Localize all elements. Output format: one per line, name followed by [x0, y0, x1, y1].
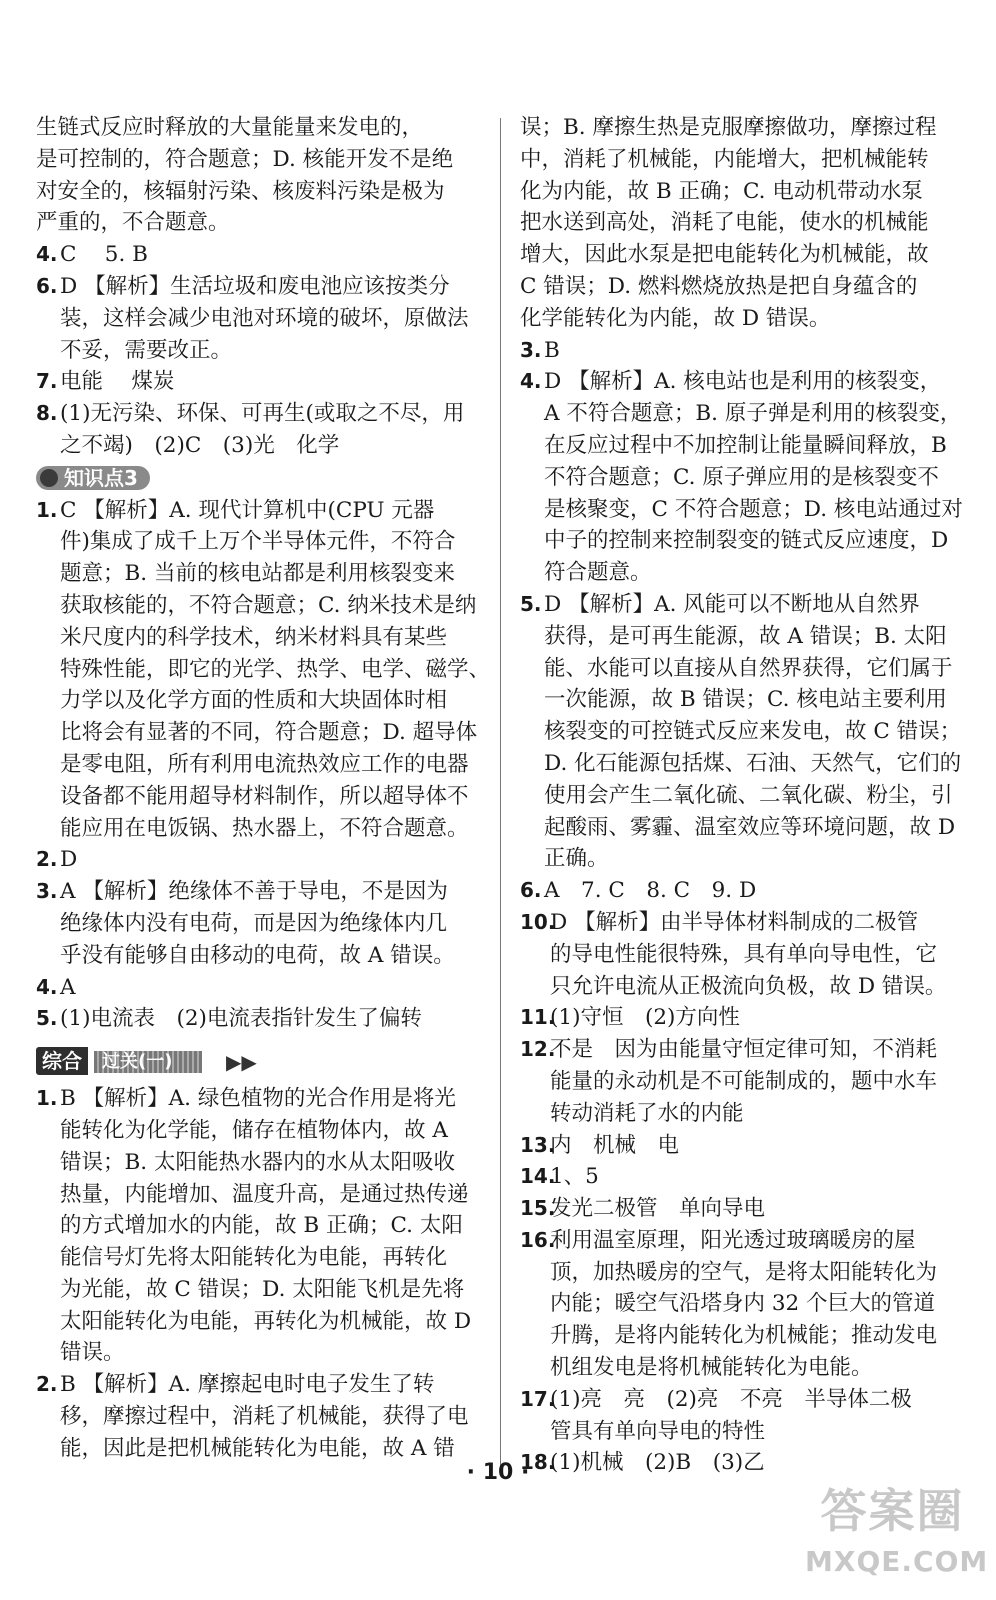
question-number: 3. [36, 879, 58, 904]
answer-line: 绝缘体内没有电荷，而是因为绝缘体内几 [60, 910, 448, 936]
answer-line: 的方式增加水的内能，故 B 正确；C. 太阳 [60, 1213, 463, 1239]
answer-line: 错误；B. 太阳能热水器内的水从太阳吸收 [60, 1149, 455, 1175]
answer-item [520, 1161, 968, 1193]
answer-line: 乎没有能够自由移动的电荷，故 A 错误。 [60, 942, 455, 968]
question-number: 13. [520, 1132, 556, 1157]
answer-line: 比将会有显著的不同，符合题意；D. 超导体 [60, 720, 478, 746]
answer-item [520, 1225, 968, 1384]
answer-item [520, 1193, 968, 1225]
answer-line: (1)无污染、环保、可再生(或取之不尽，用 [60, 401, 465, 427]
answer-line: 内 机械 电 [550, 1132, 680, 1158]
answer-line: 符合题意。 [544, 560, 652, 586]
answer-line: 中子的控制来控制裂变的链式反应速度，D [544, 528, 949, 554]
answer-item [520, 112, 968, 335]
answer-line: 装，这样会减少电池对环境的破坏，原做法 [60, 305, 469, 331]
question-number: 17. [520, 1386, 556, 1411]
answer-item [36, 271, 482, 366]
answer-line: 不是 因为由能量守恒定律可知，不消耗 [550, 1037, 938, 1063]
answer-line: 特殊性能，即它的光学、热学、电学、磁学、 [60, 656, 491, 682]
question-number: 4. [36, 242, 58, 267]
answer-line: 把水送到高处，消耗了电能，使水的机械能 [520, 210, 929, 236]
double-chevron-icon: ▶▶ [226, 1050, 257, 1075]
answer-item [36, 844, 482, 876]
answer-line: 生链式反应时释放的大量能量来发电的， [36, 115, 424, 140]
question-number: 1. [36, 497, 58, 522]
answer-line: B 【解析】A. 绿色植物的光合作用是将光 [60, 1086, 456, 1112]
answer-item [520, 1034, 968, 1129]
answer-line: 是零电阻，所有利用电流热效应工作的电器 [60, 751, 469, 777]
answer-line: 利用温室原理，阳光透过玻璃暖房的屋 [550, 1227, 916, 1253]
answer-line: 中，消耗了机械能，内能增大，把机械能转 [520, 146, 929, 172]
watermark-top: 答案圈 [820, 1484, 965, 1538]
answer-line: 能应用在电饭锅、热水器上，不符合题意。 [60, 815, 469, 841]
answer-line: 化为内能，故 B 正确；C. 电动机带动水泵 [520, 178, 923, 204]
question-number: 2. [36, 1372, 58, 1397]
question-number: 5. [520, 591, 542, 616]
section-badge [36, 466, 150, 490]
answer-line: D 【解析】A. 核电站也是利用的核裂变， [544, 369, 942, 395]
answer-item [36, 1369, 482, 1464]
answer-line: 是核聚变，C 不符合题意；D. 核电站通过对 [544, 496, 963, 522]
answer-item [520, 1002, 968, 1034]
answer-line: D 【解析】生活垃圾和废电池应该按类分 [60, 273, 450, 299]
answer-line: 错误。 [60, 1340, 125, 1366]
question-number: 2. [36, 847, 58, 872]
answer-item [520, 366, 968, 589]
answer-line: 能信号灯先将太阳能转化为电能，再转化 [60, 1245, 448, 1271]
question-number: 10. [520, 909, 556, 934]
section-banner [36, 1045, 482, 1077]
answer-line: 设备都不能用超导材料制作，所以超导体不 [60, 783, 469, 809]
answer-line: A 【解析】绝缘体不善于导电，不是因为 [60, 879, 448, 905]
answer-line: A 7. C 8. C 9. D [544, 878, 757, 904]
question-number: 5. [36, 1006, 58, 1031]
question-number: 18. [520, 1450, 556, 1475]
answer-line: (1)亮 亮 (2)亮 不亮 半导体二极 [550, 1386, 912, 1412]
answer-line: 能量的永动机是不可能制成的，题中水车 [550, 1068, 938, 1094]
answer-line: 严重的，不合题意。 [36, 210, 230, 236]
answer-item [520, 875, 968, 907]
answer-line: B 【解析】A. 摩擦起电时电子发生了转 [60, 1372, 435, 1398]
answer-line: C 错误；D. 燃料燃烧放热是把自身蕴含的 [520, 273, 918, 299]
answer-item [520, 335, 968, 367]
answer-line: A [60, 974, 76, 1000]
section-banner-right: 过关(一) [94, 1051, 202, 1073]
answer-line: 是可控制的，符合题意；D. 核能开发不是绝 [36, 146, 454, 172]
answer-line: 核裂变的可控链式反应来发电，故 C 错误； [544, 719, 962, 745]
answer-item [36, 1083, 482, 1369]
column-divider [500, 118, 501, 1466]
answer-item [36, 1003, 482, 1035]
answer-line: 题意；B. 当前的核电站都是利用核裂变来 [60, 561, 455, 587]
answer-line: 力学以及化学方面的性质和大块固体时相 [60, 688, 448, 714]
answer-line: 电能 煤炭 [60, 369, 175, 395]
question-number: 7. [36, 369, 58, 394]
answer-line: B [544, 337, 560, 363]
answer-line: 机组发电是将机械能转化为电能。 [550, 1355, 873, 1381]
answer-line: 1、5 [550, 1164, 599, 1190]
question-number: 11. [520, 1005, 556, 1030]
answer-line: 顶，加热暖房的空气，是将太阳能转化为 [550, 1259, 938, 1285]
watermark-logo [805, 1480, 989, 1590]
answer-line: 在反应过程中不加控制让能量瞬间释放，B [544, 432, 947, 458]
answer-line: (1)机械 (2)B (3)乙 [550, 1450, 765, 1476]
section-banner-left: 综合 [36, 1047, 88, 1075]
answer-line: 件)集成了成千上万个半导体元件，不符合 [60, 529, 456, 555]
answer-line: D 【解析】由半导体材料制成的二极管 [550, 909, 919, 935]
answer-item [36, 876, 482, 971]
answer-line: 升腾，是将内能转化为机械能；推动发电 [550, 1323, 938, 1349]
answer-line: 太阳能转化为电能，再转化为机械能，故 D [60, 1308, 472, 1334]
answer-line: 发光二极管 单向导电 [550, 1196, 766, 1222]
question-number: 1. [36, 1086, 58, 1111]
answer-line: 起酸雨、雾霾、温室效应等环境问题，故 D [544, 814, 956, 840]
answer-line: D. 化石能源包括煤、石油、天然气，它们的 [544, 750, 962, 776]
answer-line: 获得，是可再生能源，故 A 错误；B. 太阳 [544, 623, 947, 649]
badge-icon [40, 469, 58, 487]
answer-item [36, 398, 482, 462]
question-number: 15. [520, 1196, 556, 1221]
answer-line: 的导电性能很特殊，具有单向导电性，它 [550, 941, 938, 967]
answer-line: 热量，内能增加、温度升高，是通过热传递 [60, 1181, 469, 1207]
section-badge-label: 知识点3 [64, 465, 138, 490]
question-number: 14. [520, 1164, 556, 1189]
answer-item [36, 972, 482, 1004]
question-number: 8. [36, 401, 58, 426]
right-column [520, 112, 968, 1479]
answer-line: 能、水能可以直接从自然界获得，它们属于 [544, 655, 953, 681]
answer-line: 一次能源，故 B 错误；C. 核电站主要利用 [544, 687, 947, 713]
answer-line: C 5. B [60, 242, 148, 268]
answer-line: 增大，因此水泵是把电能转化为机械能，故 [520, 242, 929, 268]
answer-item [36, 495, 491, 845]
answer-line: 不符合题意；C. 原子弹应用的是核裂变不 [544, 464, 939, 490]
answer-line: 转动消耗了水的内能 [550, 1100, 744, 1126]
answer-item [520, 1384, 968, 1448]
question-number: 6. [520, 878, 542, 903]
answer-line: C 【解析】A. 现代计算机中(CPU 元器 [60, 497, 435, 523]
answer-item [36, 239, 482, 271]
answer-line: 能转化为化学能，储存在植物体内，故 A [60, 1117, 448, 1143]
question-number: 4. [520, 369, 542, 394]
question-number: 6. [36, 273, 58, 298]
question-number: 3. [520, 337, 542, 362]
answer-line: 误；B. 摩擦生热是克服摩擦做功，摩擦过程 [520, 115, 937, 140]
answer-line: D [60, 847, 78, 873]
answer-line: 使用会产生二氧化硫、二氧化碳、粉尘，引 [544, 782, 953, 808]
answer-item [520, 589, 968, 875]
answer-item [36, 112, 482, 239]
answer-line: (1)电流表 (2)电流表指针发生了偏转 [60, 1006, 422, 1032]
answer-line: 只允许电流从正极流向负极，故 D 错误。 [550, 973, 947, 999]
answer-line: 米尺度内的科学技术，纳米材料具有某些 [60, 624, 448, 650]
answer-line: 获取核能的，不符合题意；C. 纳米技术是纳 [60, 592, 477, 618]
answer-line: D 【解析】A. 风能可以不断地从自然界 [544, 591, 920, 617]
page-number: · 10 · [466, 1460, 530, 1485]
answer-line: 移，摩擦过程中，消耗了机械能，获得了电 [60, 1404, 469, 1430]
answer-line: 能，因此是把机械能转化为电能，故 A 错 [60, 1435, 455, 1461]
watermark-bottom: MXQE.COM [805, 1545, 989, 1578]
answer-line: (1)守恒 (2)方向性 [550, 1005, 740, 1031]
question-number: 16. [520, 1227, 556, 1252]
answer-item [520, 1130, 968, 1162]
answer-line: 不妥，需要改正。 [60, 337, 233, 363]
answer-item [520, 907, 968, 1002]
answer-line: 为光能，故 C 错误；D. 太阳能飞机是先将 [60, 1276, 465, 1302]
answer-line: 内能；暖空气沿塔身内 32 个巨大的管道 [550, 1291, 936, 1317]
question-number: 4. [36, 974, 58, 999]
answer-line: 管具有单向导电的特性 [550, 1418, 766, 1444]
answer-line: 化学能转化为内能，故 D 错误。 [520, 305, 831, 331]
answer-line: 正确。 [544, 846, 609, 872]
answer-item [36, 366, 482, 398]
answer-line: 对安全的，核辐射污染、核废料污染是极为 [36, 178, 445, 204]
question-number: 12. [520, 1037, 556, 1062]
answer-line: A 不符合题意；B. 原子弹是利用的核裂变， [544, 401, 962, 427]
answer-line: 之不竭) (2)C (3)光 化学 [60, 432, 340, 458]
left-column [36, 112, 491, 1465]
